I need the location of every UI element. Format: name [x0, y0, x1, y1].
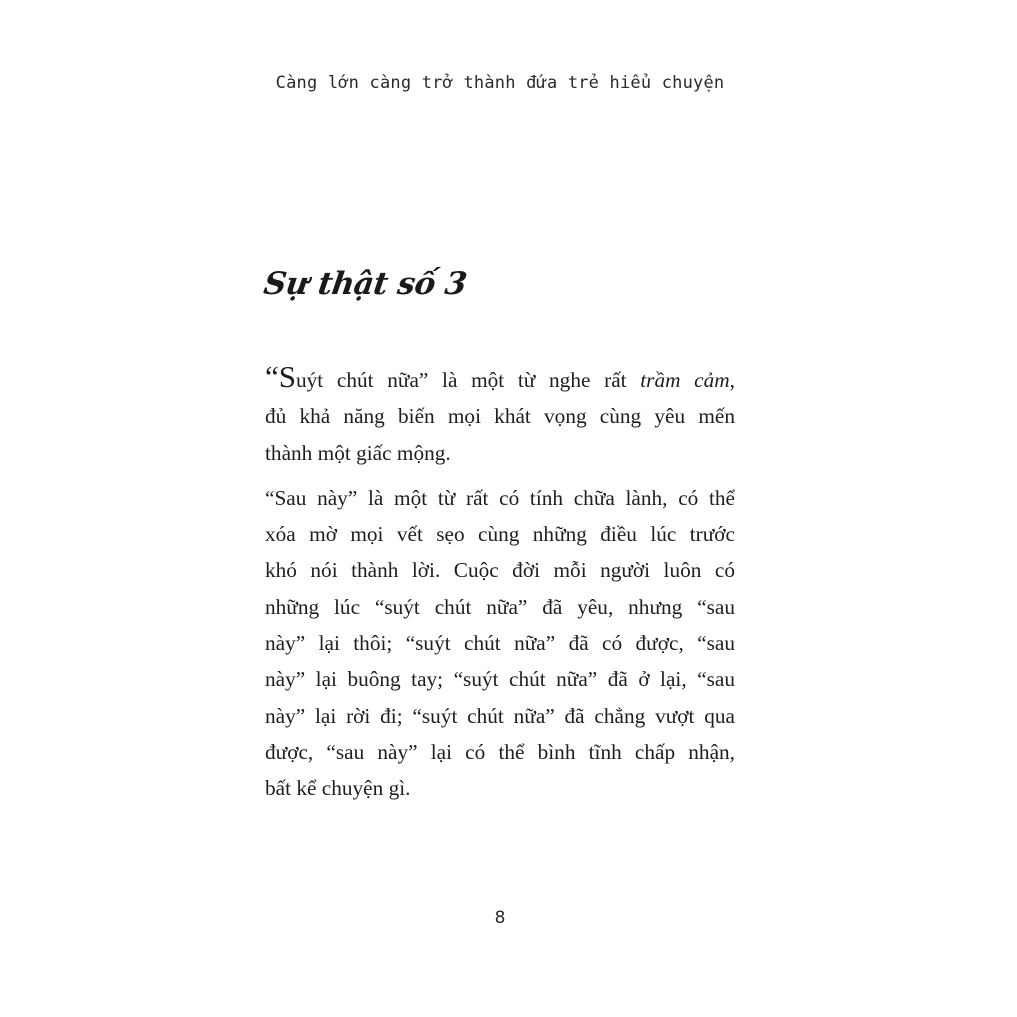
paragraph-1-line-2: đủ khả năng biến mọi khát vọng cùng yêu mến — [265, 404, 735, 429]
paragraph-2-line-1: “Sau này” là một từ rất có tính chữa lành, có thể — [265, 485, 735, 510]
paragraph-1-line-1 — [265, 359, 735, 398]
drop-cap: “S — [265, 359, 296, 394]
paragraph-1-line-1-end: , — [729, 368, 735, 392]
paragraph-2-line-6: này” lại buông tay; “suýt chút nữa” đã ở lại, “sau — [265, 667, 735, 692]
emphasized-word: trầm cảm — [640, 368, 730, 392]
paragraph-2-line-7: này” lại rời đi; “suýt chút nữa” đã chẳng vượt qua — [265, 703, 735, 728]
paragraph-2-line-8: được, “sau này” lại có thể bình tĩnh chấp nhận, — [265, 739, 735, 764]
paragraph-2-line-3: khó nói thành lời. Cuộc đời mỗi người luôn có — [265, 558, 735, 583]
body-text — [265, 359, 735, 807]
paragraph-2-line-4: những lúc “suýt chút nữa” đã yêu, nhưng “sau — [265, 594, 735, 619]
chapter-title: Sự thật số 3 — [261, 266, 469, 302]
paragraph-2-line-9: bất kể chuyện gì. — [265, 776, 411, 801]
paragraph-2 — [265, 480, 735, 807]
page-number: 8 — [494, 908, 506, 928]
paragraph-2-line-5: này” lại thôi; “suýt chút nữa” đã có được, “sau — [265, 631, 735, 656]
running-header: Càng lớn càng trở thành đứa trẻ hiểu chuyện — [275, 73, 725, 93]
paragraph-1-line-1-text: uýt chút nữa” là một từ nghe rất — [296, 368, 641, 392]
paragraph-1-line-3: thành một giấc mộng. — [265, 440, 451, 465]
paragraph-1 — [265, 359, 735, 471]
paragraph-2-line-2: xóa mờ mọi vết sẹo cùng những điều lúc trước — [265, 522, 735, 547]
